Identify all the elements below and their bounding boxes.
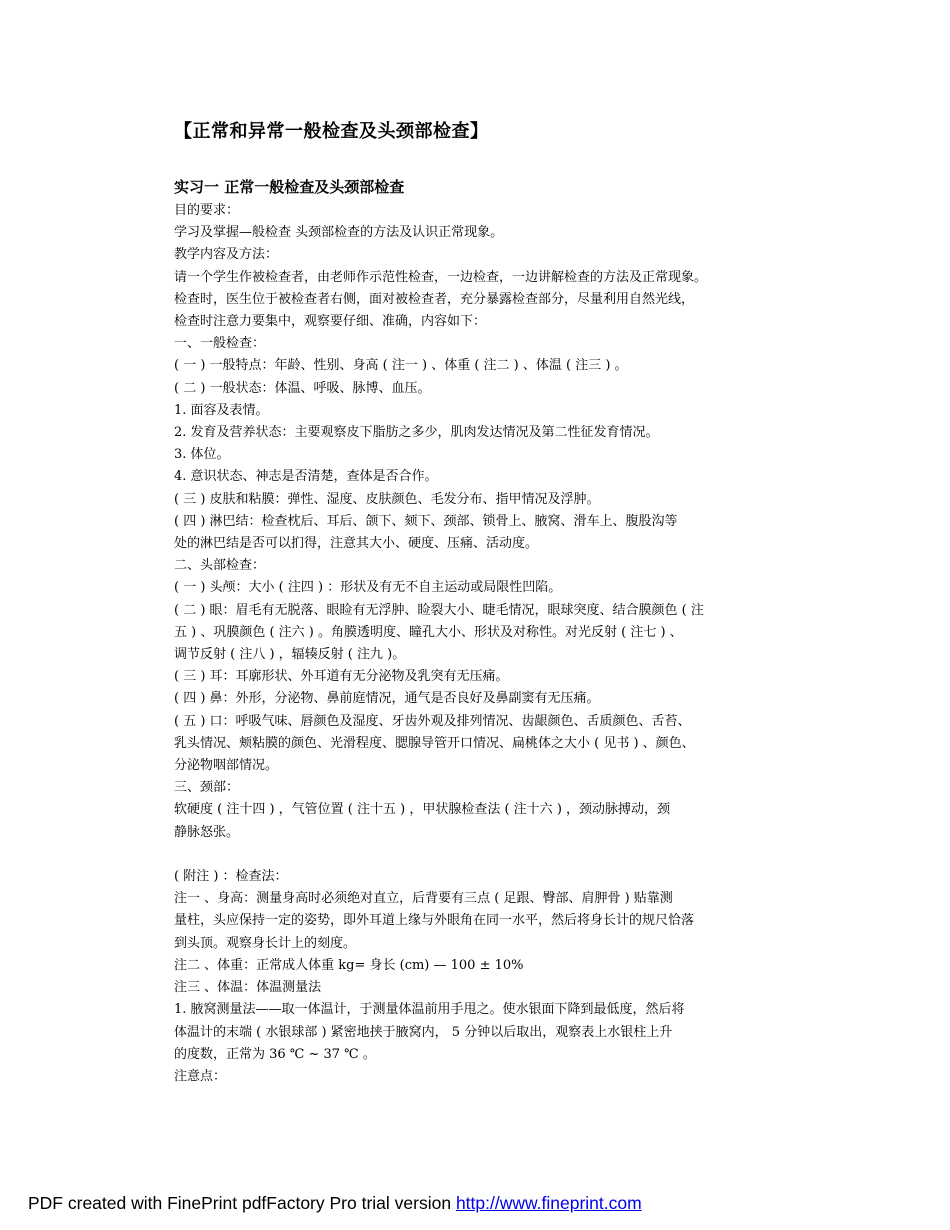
document-body bbox=[174, 200, 784, 1088]
text-line: 分泌物咽部情况。 bbox=[174, 758, 279, 774]
text-line: 处的淋巴结是否可以扪得，注意其大小、硬度、压痛、活动度。 bbox=[174, 536, 539, 552]
text-line: ( 一 ) 头颅：大小 ( 注四 ) ：形状及有无不自主运动或局限性凹陷。 bbox=[174, 580, 562, 596]
text-line: 注二 、体重：正常成人体重 kg= 身长 (cm) — 100 ± 10% bbox=[174, 957, 524, 973]
text-line: ( 五 ) 口：呼吸气味、唇颜色及湿度、牙齿外观及排列情况、齿龈颜色、舌质颜色、舌苔、 bbox=[174, 713, 691, 729]
pdf-footer bbox=[28, 1193, 642, 1214]
text-line: ( 四 ) 淋巴结：检查枕后、耳后、颌下、颏下、颈部、锁骨上、腋窝、滑车上、腹股沟等 bbox=[174, 513, 678, 529]
text-line: ( 一 ) 一般特点：年龄、性别、身高 ( 注一 ) 、体重 ( 注二 ) 、体温 ( 注三 ) 。 bbox=[174, 358, 628, 374]
footer-link[interactable]: http://www.fineprint.com bbox=[455, 1193, 642, 1213]
text-line: 1. 面容及表情。 bbox=[174, 402, 269, 418]
text-line: 1. 腋窝测量法——取一体温计，于测量体温前用手甩之。使水银面下降到最低度，然后将 bbox=[174, 1002, 685, 1018]
text-line: 调节反射 ( 注八 ) ，辐辏反射 ( 注九 )。 bbox=[174, 647, 406, 663]
text-line: ( 三 ) 皮肤和粘膜：弹性、湿度、皮肤颜色、毛发分布、指甲情况及浮肿。 bbox=[174, 491, 600, 507]
text-line: ( 二 ) 眼：眉毛有无脱落、眼睑有无浮肿、睑裂大小、睫毛情况，眼球突度、结合膜颜色 ( 注 bbox=[174, 602, 704, 618]
text-line: 乳头情况、颊粘膜的颜色、光滑程度、腮腺导管开口情况、扁桃体之大小 ( 见书 ) 、颜色、 bbox=[174, 735, 695, 751]
document-title: 【正常和异常一般检查及头颈部检查】 bbox=[174, 121, 489, 142]
text-line: 注一 、身高：测量身高时必须绝对直立，后背要有三点 ( 足跟、臀部、肩胛骨 ) 贴靠测 bbox=[174, 891, 673, 907]
text-line: 学习及掌握—般检查 头颈部检查的方法及认识正常现象。 bbox=[174, 225, 504, 241]
text-line: ( 二 ) 一般状态：体温、呼吸、脉博、血压。 bbox=[174, 380, 431, 396]
text-line: 体温计的末端 ( 水银球部 ) 紧密地挟于腋窝内， 5 分钟以后取出，观察表上水银柱上升 bbox=[174, 1024, 673, 1040]
blank-line bbox=[174, 844, 784, 866]
footer-text: PDF created with FinePrint pdfFactory Pro trial version bbox=[28, 1193, 456, 1213]
text-line: 五 ) 、巩膜颜色 ( 注六 ) 。角膜透明度、瞳孔大小、形状及对称性。对光反射 ( 注七 ) 、 bbox=[174, 624, 683, 640]
text-line: 量柱，头应保持一定的姿势，即外耳道上缘与外眼角在同一水平，然后将身长计的规尺恰落 bbox=[174, 913, 695, 929]
text-line: 软硬度 ( 注十四 ) ，气管位置 ( 注十五 ) ，甲状腺检查法 ( 注十六 ) ，颈动脉搏动，颈 bbox=[174, 802, 671, 818]
text-line: 二、头部检查： bbox=[174, 558, 266, 574]
text-line: 请一个学生作被检查者，由老师作示范性检查，一边检查，一边讲解检查的方法及正常现象。 bbox=[174, 269, 708, 285]
text-line: 目的要求： bbox=[174, 203, 240, 218]
text-line: 的度数，正常为 36 ℃ ~ 37 ℃ 。 bbox=[174, 1046, 376, 1062]
text-line: 一、一般检查： bbox=[174, 336, 266, 352]
text-line: 2. 发育及营养状态：主要观察皮下脂肪之多少，肌肉发达情况及第二性征发育情况。 bbox=[174, 425, 659, 441]
text-line: ( 四 ) 鼻：外形，分泌物、鼻前庭情况，通气是否良好及鼻副窦有无压痛。 bbox=[174, 691, 600, 707]
text-line: 静脉怒张。 bbox=[174, 824, 240, 840]
text-line: 注三 、体温：体温测量法 bbox=[174, 980, 322, 996]
text-line: 3. 体位。 bbox=[174, 447, 230, 463]
text-line: ( 三 ) 耳：耳廓形状、外耳道有无分泌物及乳突有无压痛。 bbox=[174, 669, 509, 685]
text-line: ( 附注 ) ：检查法： bbox=[174, 869, 288, 885]
text-line: 检查时，医生位于被检查者右侧，面对被检查者，充分暴露检查部分，尽量利用自然光线， bbox=[174, 291, 695, 307]
text-line: 三、颈部： bbox=[174, 780, 240, 796]
text-line: 到头顶。观察身长计上的刻度。 bbox=[174, 935, 357, 951]
text-line: 检查时注意力要集中，观察要仔细、准确，内容如下： bbox=[174, 314, 487, 330]
text-line: 4. 意识状态、神志是否清楚，查体是否合作。 bbox=[174, 469, 438, 485]
text-line: 教学内容及方法： bbox=[174, 247, 279, 263]
section-title: 实习一 正常一般检查及头颈部检查 bbox=[174, 178, 405, 196]
text-line: 注意点： bbox=[174, 1068, 227, 1084]
